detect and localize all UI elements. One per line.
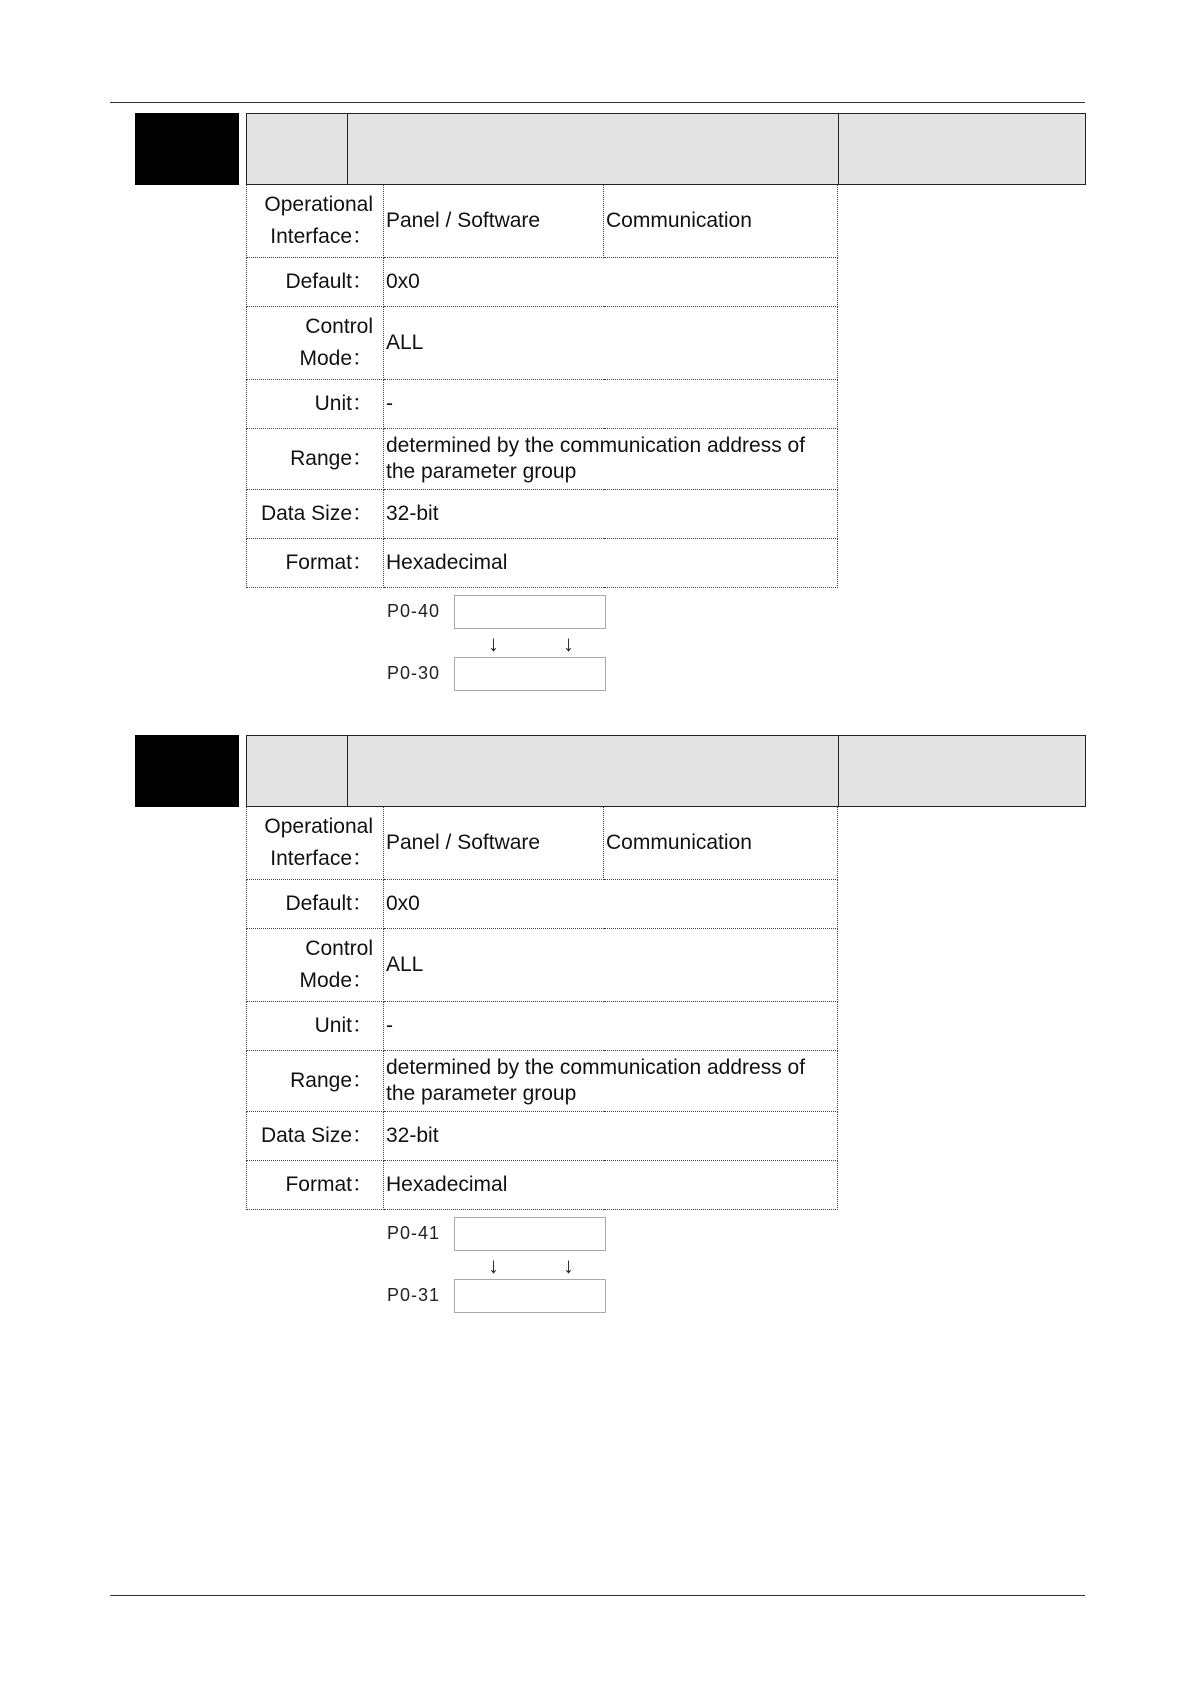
source-parameter-box <box>454 1217 606 1251</box>
target-parameter-box <box>454 1279 606 1313</box>
control-mode-label: Control Mode： <box>247 307 384 380</box>
source-parameter-box <box>454 595 606 629</box>
bottom-rule <box>110 1595 1085 1596</box>
data-size-value: 32-bit <box>384 1112 838 1161</box>
default-label: Default： <box>247 258 384 307</box>
format-label: Format： <box>247 539 384 588</box>
parameter-header <box>246 113 1086 185</box>
format-value: Hexadecimal <box>384 539 838 588</box>
range-label: Range： <box>247 429 384 490</box>
source-parameter-label: P0-40 <box>387 601 441 621</box>
parameter-header <box>246 735 1086 807</box>
control-mode-label: Control Mode： <box>247 929 384 1002</box>
interface-panel-software: Panel / Software <box>384 807 604 880</box>
source-parameter-label: P0-41 <box>387 1223 441 1243</box>
top-rule <box>110 102 1085 103</box>
data-size-label: Data Size： <box>247 490 384 539</box>
default-label: Default： <box>247 880 384 929</box>
data-size-label: Data Size： <box>247 1112 384 1161</box>
operational-interface-label: Operational Interface： <box>247 807 384 880</box>
format-label: Format： <box>247 1161 384 1210</box>
control-mode-value: ALL <box>384 307 838 380</box>
parameter-mapping-diagram <box>380 1217 620 1317</box>
parameter-properties-table <box>246 807 838 1210</box>
unit-label: Unit： <box>247 380 384 429</box>
control-mode-value: ALL <box>384 929 838 1002</box>
target-parameter-label: P0-31 <box>387 1285 441 1305</box>
interface-communication: Communication <box>604 185 838 258</box>
target-parameter-box <box>454 657 606 691</box>
unit-value: - <box>384 1002 838 1051</box>
operational-interface-label: Operational Interface： <box>247 185 384 258</box>
range-value: determined by the communication address of the parameter group <box>384 429 838 490</box>
parameter-tab <box>135 735 239 807</box>
parameter-tab <box>135 113 239 185</box>
arrow-down-icon: ↓ <box>488 1253 499 1278</box>
unit-label: Unit： <box>247 1002 384 1051</box>
arrow-down-icon: ↓ <box>563 1253 574 1278</box>
interface-communication: Communication <box>604 807 838 880</box>
arrow-down-icon: ↓ <box>563 631 574 656</box>
range-value: determined by the communication address of the parameter group <box>384 1051 838 1112</box>
interface-panel-software: Panel / Software <box>384 185 604 258</box>
data-size-value: 32-bit <box>384 490 838 539</box>
default-value: 0x0 <box>384 880 838 929</box>
parameter-section-2 <box>0 735 1190 1315</box>
format-value: Hexadecimal <box>384 1161 838 1210</box>
target-parameter-label: P0-30 <box>387 663 441 683</box>
arrow-down-icon: ↓ <box>488 631 499 656</box>
unit-value: - <box>384 380 838 429</box>
range-label: Range： <box>247 1051 384 1112</box>
parameter-section-1 <box>0 113 1190 693</box>
parameter-mapping-diagram <box>380 595 620 695</box>
parameter-properties-table <box>246 185 838 588</box>
default-value: 0x0 <box>384 258 838 307</box>
